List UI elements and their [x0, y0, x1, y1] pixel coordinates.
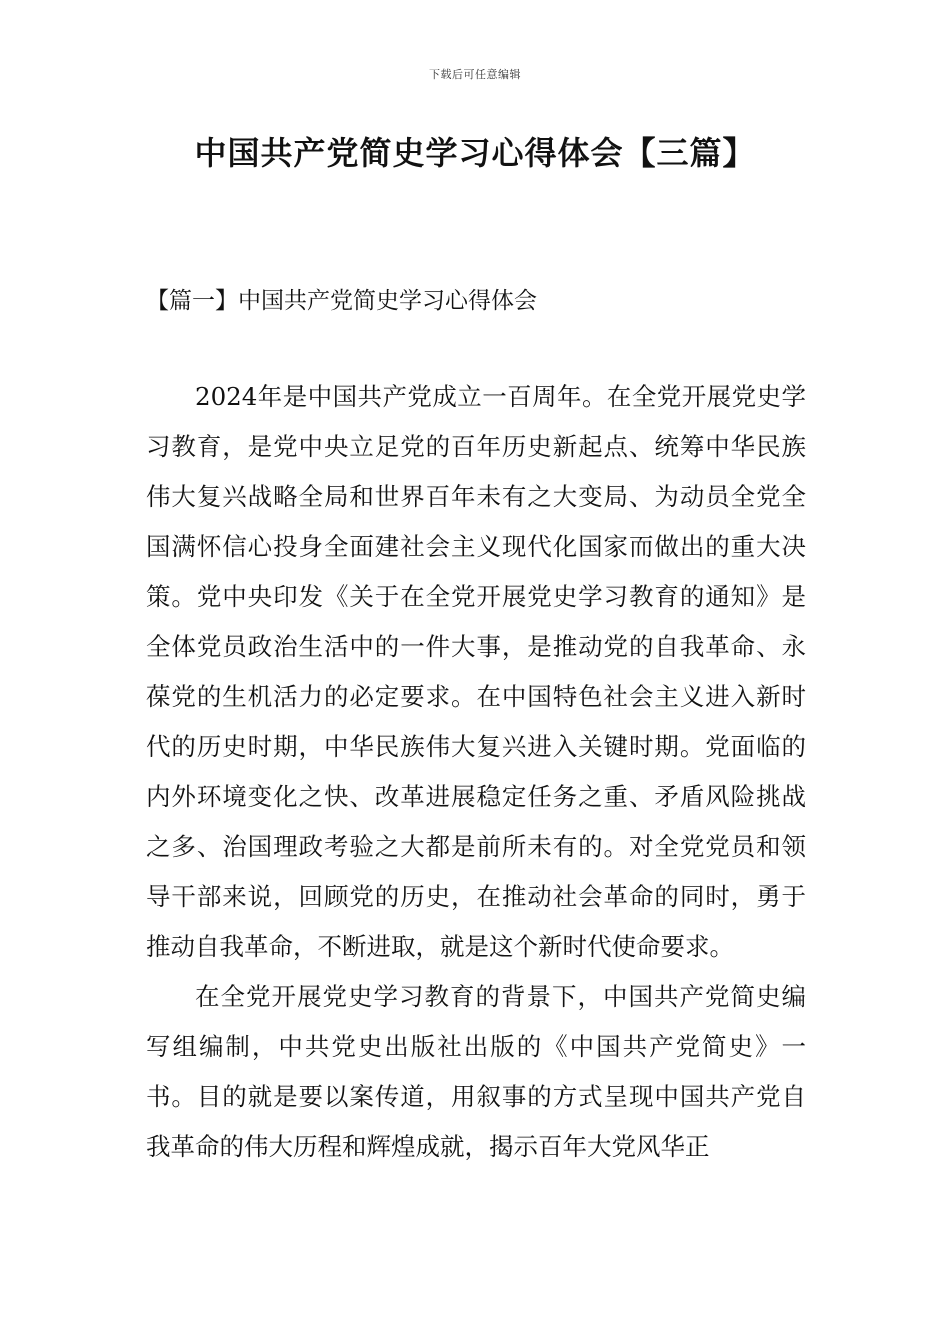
- paragraph-2: 在全党开展党史学习教育的背景下，中国共产党简史编写组编制，中共党史出版社出版的《中国共产党简史》一书。目的就是要以案传道，用叙事的方式呈现中国共产党自我革命的伟大历程和辉煌成就，揭示百年大党风华正: [146, 982, 806, 1161]
- section-heading: 【篇一】中国共产党简史学习心得体会: [146, 288, 537, 314]
- body-text: [146, 372, 806, 1172]
- document-title: 中国共产党简史学习心得体会【三篇】: [194, 134, 756, 172]
- header-note: 下载后可任意编辑: [429, 68, 521, 81]
- paragraph-1: 2024年是中国共产党成立一百周年。在全党开展党史学习教育，是党中央立足党的百年历史新起点、统筹中华民族伟大复兴战略全局和世界百年未有之大变局、为动员全党全国满怀信心投身全面建社会主义现代化国家而做出的重大决策。党中央印发《关于在全党开展党史学习教育的通知》是全体党员政治生活中的一件大事，是推动党的自我革命、永葆党的生机活力的必定要求。在中国特色社会主义进入新时代的历史时期，中华民族伟大复兴进入关键时期。党面临的内外环境变化之快、改革进展稳定任务之重、矛盾风险挑战之多、治国理政考验之大都是前所未有的。对全党党员和领导干部来说，回顾党的历史，在推动社会革命的同时，勇于推动自我革命，不断进取，就是这个新时代使命要求。: [146, 382, 806, 961]
